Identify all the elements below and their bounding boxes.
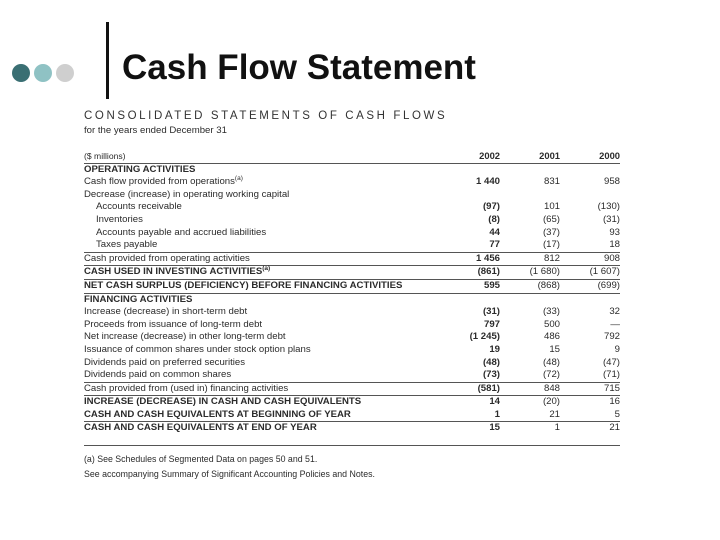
footnote-marker: (a) — [262, 265, 271, 273]
row-label — [84, 227, 440, 240]
cash-flow-table — [84, 150, 620, 435]
slide-title: Cash Flow Statement — [122, 48, 476, 87]
value-cell: (73) — [482, 369, 500, 381]
value-cell: (37) — [542, 226, 560, 238]
statement-subtitle: for the years ended December 31 — [84, 125, 227, 136]
row-label — [84, 382, 440, 396]
value-cell: (17) — [542, 239, 560, 251]
value-cell: (861) — [440, 266, 500, 280]
value-cell: (65) — [542, 213, 560, 225]
row-label — [84, 331, 440, 344]
value-cell: 101 — [543, 201, 560, 213]
units-label: ($ millions) — [84, 150, 440, 163]
value-cell: 21 — [560, 422, 620, 435]
value-cell: 486 — [543, 331, 560, 343]
value-cell: 5 — [614, 408, 620, 420]
value-cell: 715 — [560, 382, 620, 396]
header-row — [84, 150, 620, 163]
value-cell — [440, 163, 500, 176]
value-cell: 500 — [543, 318, 560, 330]
table-row — [84, 266, 620, 280]
table-row — [84, 163, 620, 176]
year-header: 2002 — [440, 150, 500, 163]
value-cell: (1 607) — [560, 266, 620, 280]
value-cell: — — [610, 318, 620, 330]
value-cell: 958 — [603, 176, 620, 188]
value-cell: 831 — [543, 176, 560, 188]
row-label-text: CASH AND CASH EQUIVALENTS AT END OF YEAR — [84, 422, 317, 434]
value-cell — [440, 189, 500, 202]
dot-dark — [12, 64, 30, 82]
value-cell: 18 — [609, 239, 620, 251]
value-cell — [560, 189, 620, 202]
value-cell: (868) — [500, 279, 560, 293]
row-label — [84, 396, 440, 409]
table-row — [84, 357, 620, 370]
row-label-text: Cash provided from (used in) financing activities — [84, 382, 289, 394]
statement-title: CONSOLIDATED STATEMENTS OF CASH FLOWS — [84, 110, 448, 122]
value-cell: (31) — [482, 306, 500, 318]
table-row — [84, 344, 620, 357]
value-cell: (699) — [560, 279, 620, 293]
row-label — [84, 369, 440, 382]
row-label — [84, 163, 440, 176]
value-cell: 77 — [489, 239, 500, 251]
value-cell — [440, 293, 500, 306]
value-cell: (97) — [482, 201, 500, 213]
table-row — [84, 214, 620, 227]
row-label-text: Inventories — [96, 213, 143, 225]
table-row — [84, 306, 620, 319]
table-row — [84, 279, 620, 293]
value-cell: (48) — [482, 356, 500, 368]
value-cell: 15 — [549, 343, 560, 355]
row-label-text: FINANCING ACTIVITIES — [84, 293, 193, 305]
value-cell: (72) — [542, 369, 560, 381]
row-label — [84, 279, 440, 293]
value-cell: (20) — [500, 396, 560, 409]
row-label-text: OPERATING ACTIVITIES — [84, 163, 196, 175]
row-label-text: Decrease (increase) in operating working capital — [84, 188, 290, 200]
footnote: (a) See Schedules of Segmented Data on pages 50 and 51. — [84, 454, 318, 465]
row-label-text: Accounts receivable — [96, 201, 182, 213]
row-label — [84, 201, 440, 214]
footnotes — [84, 445, 620, 482]
row-label-text: NET CASH SURPLUS (DEFICIENCY) BEFORE FINANCING ACTIVITIES — [84, 279, 403, 291]
row-label — [84, 344, 440, 357]
table-row — [84, 239, 620, 252]
value-cell: 1 — [494, 408, 500, 420]
value-cell: (8) — [488, 213, 500, 225]
row-label — [84, 319, 440, 332]
row-label-text: Cash flow provided from operations — [84, 176, 235, 188]
table-row — [84, 189, 620, 202]
value-cell: (1 245) — [469, 331, 500, 343]
row-label — [84, 189, 440, 202]
table-row — [84, 227, 620, 240]
table-row — [84, 176, 620, 189]
row-label — [84, 214, 440, 227]
value-cell: (1 680) — [500, 266, 560, 280]
row-label-text: Cash provided from operating activities — [84, 252, 250, 264]
value-cell: 21 — [549, 408, 560, 420]
value-cell: 15 — [440, 422, 500, 435]
row-label — [84, 293, 440, 306]
table-row — [84, 396, 620, 409]
value-cell — [500, 189, 560, 202]
cash-flow-document — [84, 110, 620, 482]
row-label-text: Accounts payable and accrued liabilities — [96, 226, 267, 238]
value-cell: 9 — [614, 343, 620, 355]
row-label — [84, 357, 440, 370]
table-row — [84, 422, 620, 435]
table-body — [84, 163, 620, 435]
value-cell — [500, 163, 560, 176]
row-label-text: Proceeds from issuance of long-term debt — [84, 318, 263, 330]
table-row — [84, 252, 620, 266]
value-cell: 93 — [609, 226, 620, 238]
row-label — [84, 422, 440, 435]
row-label-text: Taxes payable — [96, 239, 158, 251]
value-cell — [500, 293, 560, 306]
year-header: 2000 — [560, 150, 620, 163]
value-cell: 1 456 — [440, 252, 500, 266]
value-cell: 1 440 — [475, 176, 500, 188]
table-row — [84, 409, 620, 422]
row-label-text: Dividends paid on common shares — [84, 369, 232, 381]
row-label — [84, 306, 440, 319]
value-cell: 1 — [500, 422, 560, 435]
row-label-text: Issuance of common shares under stock option plans — [84, 343, 311, 355]
table-row — [84, 331, 620, 344]
decorative-dots — [12, 64, 74, 82]
row-label — [84, 176, 440, 189]
dot-light — [56, 64, 74, 82]
row-label-text: Increase (decrease) in short-term debt — [84, 306, 248, 318]
value-cell: 32 — [609, 306, 620, 318]
year-header: 2001 — [500, 150, 560, 163]
value-cell: 792 — [603, 331, 620, 343]
value-cell: (48) — [542, 356, 560, 368]
row-label — [84, 252, 440, 266]
value-cell: (31) — [602, 213, 620, 225]
footnote-marker: (a) — [234, 175, 243, 183]
row-label-text: CASH AND CASH EQUIVALENTS AT BEGINNING OF YEAR — [84, 408, 351, 420]
value-cell: 797 — [483, 318, 500, 330]
footnote: See accompanying Summary of Significant Accounting Policies and Notes. — [84, 469, 375, 480]
title-divider — [106, 22, 109, 99]
value-cell: 595 — [440, 279, 500, 293]
row-label — [84, 266, 440, 280]
value-cell: (130) — [597, 201, 620, 213]
row-label-text: Net increase (decrease) in other long-term debt — [84, 331, 286, 343]
value-cell: (581) — [440, 382, 500, 396]
value-cell: (33) — [542, 306, 560, 318]
row-label — [84, 239, 440, 252]
value-cell: 14 — [440, 396, 500, 409]
value-cell: (71) — [602, 369, 620, 381]
dot-medium — [34, 64, 52, 82]
value-cell — [560, 293, 620, 306]
value-cell: 19 — [489, 343, 500, 355]
table-row — [84, 369, 620, 382]
value-cell: (47) — [602, 356, 620, 368]
value-cell — [560, 163, 620, 176]
row-label-text: CASH USED IN INVESTING ACTIVITIES — [84, 266, 263, 278]
value-cell: 44 — [489, 226, 500, 238]
table-row — [84, 319, 620, 332]
row-label-text: Dividends paid on preferred securities — [84, 356, 246, 368]
row-label-text: INCREASE (DECREASE) IN CASH AND CASH EQUIVALENTS — [84, 396, 362, 408]
value-cell: 812 — [500, 252, 560, 266]
value-cell: 848 — [500, 382, 560, 396]
table-row — [84, 201, 620, 214]
table-row — [84, 293, 620, 306]
value-cell: 16 — [560, 396, 620, 409]
value-cell: 908 — [560, 252, 620, 266]
row-label — [84, 409, 440, 422]
table-row — [84, 382, 620, 396]
